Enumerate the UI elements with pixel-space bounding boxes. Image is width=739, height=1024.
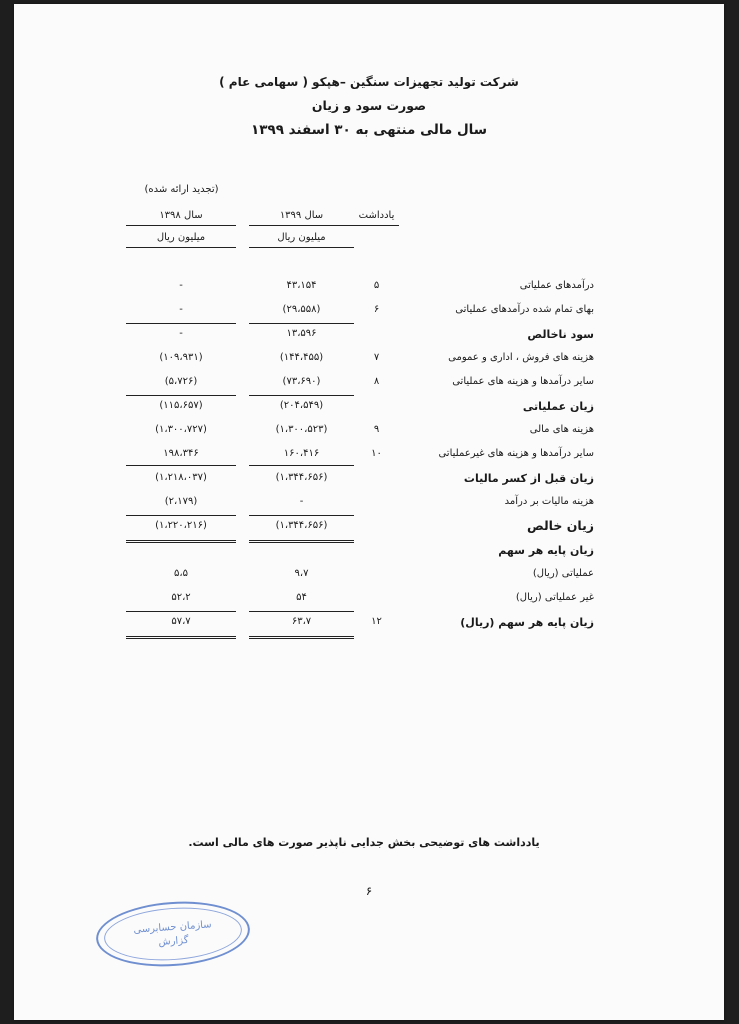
row-curr-value: - xyxy=(299,496,304,507)
row-label: غیر عملیاتی (ریال) xyxy=(515,592,594,603)
row-label: زیان پایه هر سهم xyxy=(498,544,594,557)
page-number: ۶ xyxy=(365,884,373,898)
row-label: بهای تمام شده درآمدهای عملیاتی xyxy=(455,304,594,315)
row-label: هزینه های مالی xyxy=(529,424,594,435)
row-curr-value: (۱،۳۰۰،۵۲۳) xyxy=(275,424,328,435)
company-name: شرکت تولید تجهیزات سنگین –هپکو ( سهامی عام ) xyxy=(219,75,519,89)
row-note: ۵ xyxy=(373,280,380,291)
row-label: درآمدهای عملیاتی xyxy=(519,280,594,291)
row-prev-value: (۱۱۵،۶۵۷) xyxy=(159,400,203,411)
row-prev-value: - xyxy=(179,304,183,315)
row-label: زیان قبل از کسر مالیات xyxy=(463,472,594,485)
prev-unit-label: میلیون ریال xyxy=(126,226,236,248)
row-curr-value: ۴۳،۱۵۴ xyxy=(286,280,317,291)
subtotal-rule xyxy=(126,465,236,466)
row-curr-value: ۹،۷ xyxy=(294,568,309,579)
row-label: سود ناخالص xyxy=(527,328,594,341)
row-label: سایر درآمدها و هزینه های عملیاتی xyxy=(452,376,594,387)
table-row xyxy=(14,492,724,516)
row-prev-value: (۱۰۹،۹۳۱) xyxy=(159,352,203,363)
row-label: عملیاتی (ریال) xyxy=(532,568,594,579)
row-curr-value: (۱،۳۴۴،۶۵۶) xyxy=(275,472,328,483)
row-curr-value: (۱،۳۴۴،۶۵۶) xyxy=(275,520,328,531)
row-prev-value: (۱،۳۰۰،۷۲۷) xyxy=(155,424,207,435)
table-row xyxy=(14,468,724,492)
row-prev-value: (۱،۲۲۰،۲۱۶) xyxy=(155,520,207,531)
table-row xyxy=(14,564,724,588)
row-note: ۱۰ xyxy=(371,448,382,459)
row-curr-value: ۶۳،۷ xyxy=(291,616,312,627)
row-note: ۸ xyxy=(373,376,380,387)
statement-period: سال مالی منتهی به ۳۰ اسفند ۱۳۹۹ xyxy=(250,122,488,138)
table-row xyxy=(14,372,724,396)
table-row xyxy=(14,396,724,420)
statement-page xyxy=(14,4,724,1020)
table-row xyxy=(14,516,724,540)
table-row xyxy=(14,276,724,300)
table-row xyxy=(14,588,724,612)
note-column-label: یادداشت xyxy=(354,210,399,226)
total-double-rule xyxy=(249,636,354,639)
row-label: هزینه های فروش ، اداری و عمومی xyxy=(448,352,594,363)
restated-label: (تجدید ارائه شده) xyxy=(144,184,219,195)
row-curr-value: ۵۴ xyxy=(296,592,307,603)
audit-stamp xyxy=(94,897,252,972)
row-curr-value: (۱۴۴،۴۵۵) xyxy=(279,352,324,363)
row-curr-value: ۱۳،۵۹۶ xyxy=(286,328,317,339)
row-prev-value: - xyxy=(179,280,183,291)
row-curr-value: (۲۰۴،۵۴۹) xyxy=(279,400,324,411)
row-prev-value: - xyxy=(179,328,183,339)
row-prev-value: (۱،۲۱۸،۰۳۷) xyxy=(155,472,207,483)
row-label: زیان عملیاتی xyxy=(522,400,594,413)
table-row xyxy=(14,300,724,324)
table-row xyxy=(14,612,724,636)
row-label: سایر درآمدها و هزینه های غیرعملیاتی xyxy=(438,448,594,459)
row-note: ۹ xyxy=(373,424,380,435)
row-prev-value: (۵،۷۲۶) xyxy=(164,376,198,387)
table-row xyxy=(14,540,724,564)
row-note: ۱۲ xyxy=(371,616,382,627)
prev-year-label: سال ۱۳۹۸ xyxy=(126,210,236,226)
column-header-prev xyxy=(126,210,236,248)
row-curr-value: ۱۶۰،۴۱۶ xyxy=(283,448,320,459)
row-prev-value: ۵،۵ xyxy=(174,568,188,579)
subtotal-rule xyxy=(249,465,354,466)
stamp-line-2: گزارش xyxy=(158,934,189,949)
statement-title: صورت سود و زیان xyxy=(311,98,427,113)
row-label: زیان خالص xyxy=(526,518,594,533)
row-note: ۷ xyxy=(373,352,380,363)
row-curr-value: (۲۹،۵۵۸) xyxy=(282,304,321,315)
row-prev-value: (۲،۱۷۹) xyxy=(164,496,198,507)
footnote: یادداشت های توضیحی بخش جدایی ناپذیر صورت های مالی است. xyxy=(188,836,540,849)
row-label: هزینه مالیات بر درآمد xyxy=(504,496,594,507)
stamp-line-1: سازمان حسابرسی xyxy=(133,919,213,936)
table-row xyxy=(14,444,724,468)
row-note: ۶ xyxy=(373,304,380,315)
row-prev-value: ۱۹۸،۳۴۶ xyxy=(163,448,199,459)
column-header-note xyxy=(354,210,399,226)
table-row xyxy=(14,324,724,348)
row-prev-value: ۵۷،۷ xyxy=(171,616,191,627)
audit-stamp-inner xyxy=(102,903,243,964)
row-curr-value: (۷۳،۶۹۰) xyxy=(282,376,321,387)
row-label: زیان پایه هر سهم (ریال) xyxy=(460,616,594,629)
column-header-curr xyxy=(249,210,354,248)
total-double-rule xyxy=(126,636,236,639)
table-row xyxy=(14,420,724,444)
statement-table xyxy=(14,276,724,636)
curr-year-label: سال ۱۳۹۹ xyxy=(249,210,354,226)
table-row xyxy=(14,348,724,372)
statement-header xyxy=(14,70,724,142)
curr-unit-label: میلیون ریال xyxy=(249,226,354,248)
row-prev-value: ۵۲،۲ xyxy=(171,592,191,603)
